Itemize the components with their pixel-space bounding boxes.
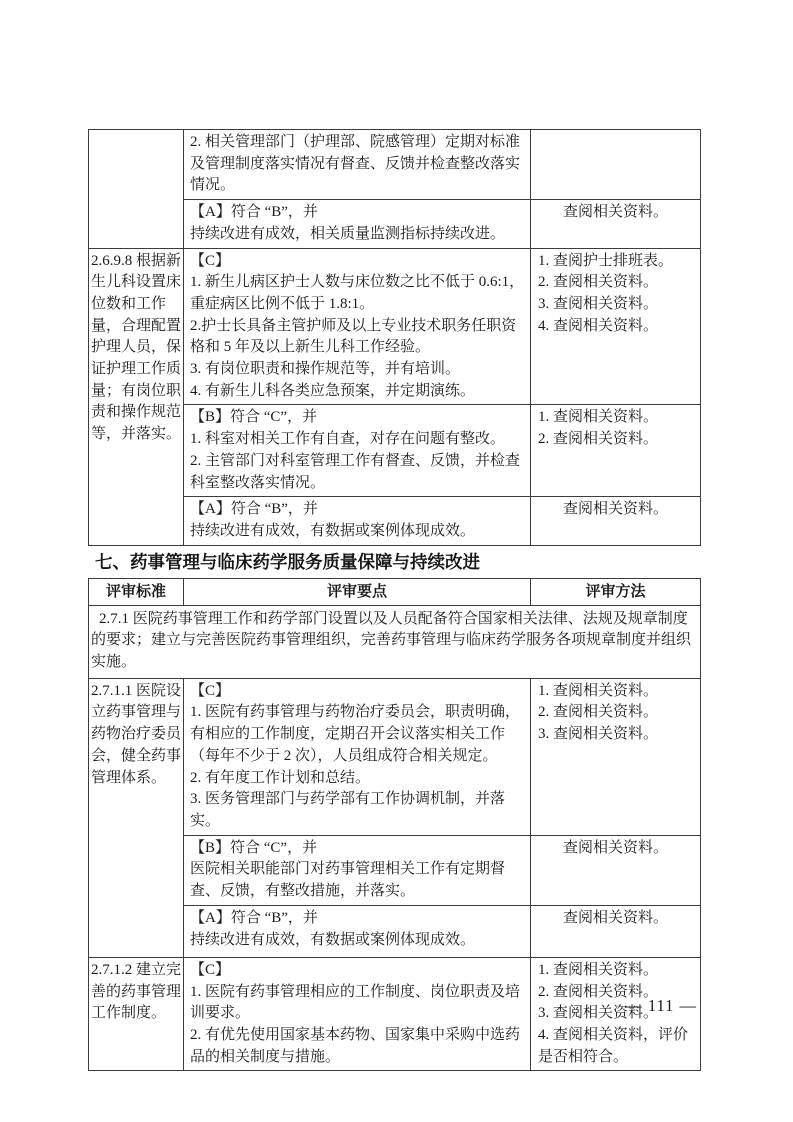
points-cell (184, 905, 531, 957)
method-item: 2. 查阅相关资料。 (538, 704, 659, 721)
grade-c-label: 【C】 (190, 682, 231, 699)
grade-a-desc: 持续改进有成效，有数据或案例体现成效。 (190, 931, 476, 948)
table-neonatal-standards (88, 129, 701, 546)
grade-a-label: 【A】符合 “B”，并 (190, 501, 318, 518)
document-body (88, 129, 700, 1071)
point-item: 3. 医务管理部门与药学部有工作协调机制，并落实。 (190, 791, 506, 829)
points-cell (184, 678, 531, 835)
points-cell (184, 835, 531, 905)
standard-cell-empty (89, 130, 184, 249)
table-row (89, 957, 701, 1071)
points-cell (184, 497, 531, 545)
method-item: 4. 查阅相关资料，评价是否相符合。 (538, 1026, 689, 1065)
method-item: 1. 查阅相关资料。 (538, 682, 659, 699)
point-item: 1. 医院有药事管理相应的工作制度、岗位职责及培训要求。 (190, 983, 521, 1022)
method-item: 查阅相关资料。 (531, 835, 701, 905)
standard-cell: 2.7.1.1 医院设立药事管理与药物治疗委员会，健全药事管理体系。 (89, 678, 184, 957)
standard-271-cell: 2.7.1 医院药事管理工作和药学部门设置以及人员配备符合国家相关法律、法规及规章制度的要求；建立与完善医院药事管理组织，完善药事管理与临床药学服务各项规章制度并组织实施。 (89, 605, 701, 678)
section-heading: 七、药事管理与临床药学服务质量保障与持续改进 (95, 551, 480, 572)
point-item: 4. 有新生儿科各类应急预案，并定期演练。 (190, 382, 476, 399)
methods-cell-empty (531, 130, 701, 200)
point-item: 1. 科室对相关工作有自查，对存在问题有整改。 (190, 431, 506, 448)
points-cell (184, 130, 531, 200)
grade-b-label: 【B】符合 “C”，并 (190, 839, 318, 856)
point-item: 2.护士长具备主管护师及以上专业技术职务任职资格和 5 年及以上新生儿科工作经验。 (190, 317, 517, 356)
points-cell (184, 957, 531, 1071)
page-number: — 111 — (625, 996, 697, 1015)
grade-a-desc: 持续改进有成效，相关质量监测指标持续改进。 (190, 225, 506, 242)
method-item: 2. 查阅相关资料。 (538, 274, 659, 291)
grade-a-desc: 持续改进有成效，有数据或案例体现成效。 (190, 522, 476, 539)
method-item: 查阅相关资料。 (531, 497, 701, 545)
point-item: 2. 主管部门对科室管理工作有督查、反馈，并检查科室整改落实情况。 (190, 452, 521, 491)
column-header-methods: 评审方法 (531, 578, 701, 605)
column-header-standard: 评审标准 (89, 578, 184, 605)
methods-cell (531, 678, 701, 835)
method-item: 3. 查阅相关资料。 (538, 1005, 659, 1022)
standard-cell: 2.6.9.8 根据新生儿科设置床位数和工作量，合理配置护理人员，保证护理工作质量；有岗位职责和操作规范等，并落实。 (89, 248, 184, 545)
column-header-points: 评审要点 (184, 578, 531, 605)
method-item: 1. 查阅相关资料。 (538, 961, 659, 978)
point-item: 2. 相关管理部门（护理部、院感管理）定期对标准及管理制度落实情况有督查、反馈并检查整改落实情况。 (190, 134, 521, 194)
point-item: 1. 新生儿病区护士人数与床位数之比不低于 0.6:1，重症病区比例不低于 1.8:1。 (190, 274, 525, 312)
point-item: 3. 有岗位职责和操作规范等，并有培训。 (190, 361, 461, 378)
grade-a-label: 【A】符合 “B”，并 (190, 909, 318, 926)
table-header-row (89, 578, 701, 605)
points-cell (184, 200, 531, 248)
grade-b-desc: 医院相关职能部门对药事管理相关工作有定期督查、反馈，有整改措施，并落实。 (190, 861, 506, 900)
method-item: 3. 查阅相关资料。 (538, 726, 659, 743)
method-item: 1. 查阅护士排班表。 (538, 252, 674, 269)
table-row (89, 678, 701, 835)
grade-c-label: 【C】 (190, 961, 231, 978)
point-item: 2. 有年度工作计划和总结。 (190, 769, 371, 786)
table-row (89, 248, 701, 405)
table-row (89, 605, 701, 678)
method-item: 2. 查阅相关资料。 (538, 983, 659, 1000)
point-item: 1. 医院有药事管理与药物治疗委员会，职责明确，有相应的工作制度，定期召开会议落实相关工作（每年不少于 2 次），人员组成符合相关规定。 (190, 704, 521, 764)
points-cell (184, 405, 531, 497)
grade-c-label: 【C】 (190, 252, 231, 269)
standard-cell: 2.7.1.2 建立完善的药事管理工作制度。 (89, 957, 184, 1071)
method-item: 2. 查阅相关资料。 (538, 431, 659, 448)
method-item: 查阅相关资料。 (531, 200, 701, 248)
grade-b-label: 【B】符合 “C”，并 (190, 409, 318, 426)
points-cell (184, 248, 531, 405)
method-item: 3. 查阅相关资料。 (538, 295, 659, 312)
methods-cell (531, 248, 701, 405)
table-row (89, 130, 701, 200)
method-item: 4. 查阅相关资料。 (538, 317, 659, 334)
methods-cell (531, 405, 701, 497)
point-item: 2. 有优先使用国家基本药物、国家集中采购中选药品的相关制度与措施。 (190, 1026, 521, 1065)
grade-a-label: 【A】符合 “B”，并 (190, 204, 318, 221)
method-item: 查阅相关资料。 (531, 905, 701, 957)
table-pharmacy-standards (88, 578, 701, 1072)
method-item: 1. 查阅相关资料。 (538, 409, 659, 426)
